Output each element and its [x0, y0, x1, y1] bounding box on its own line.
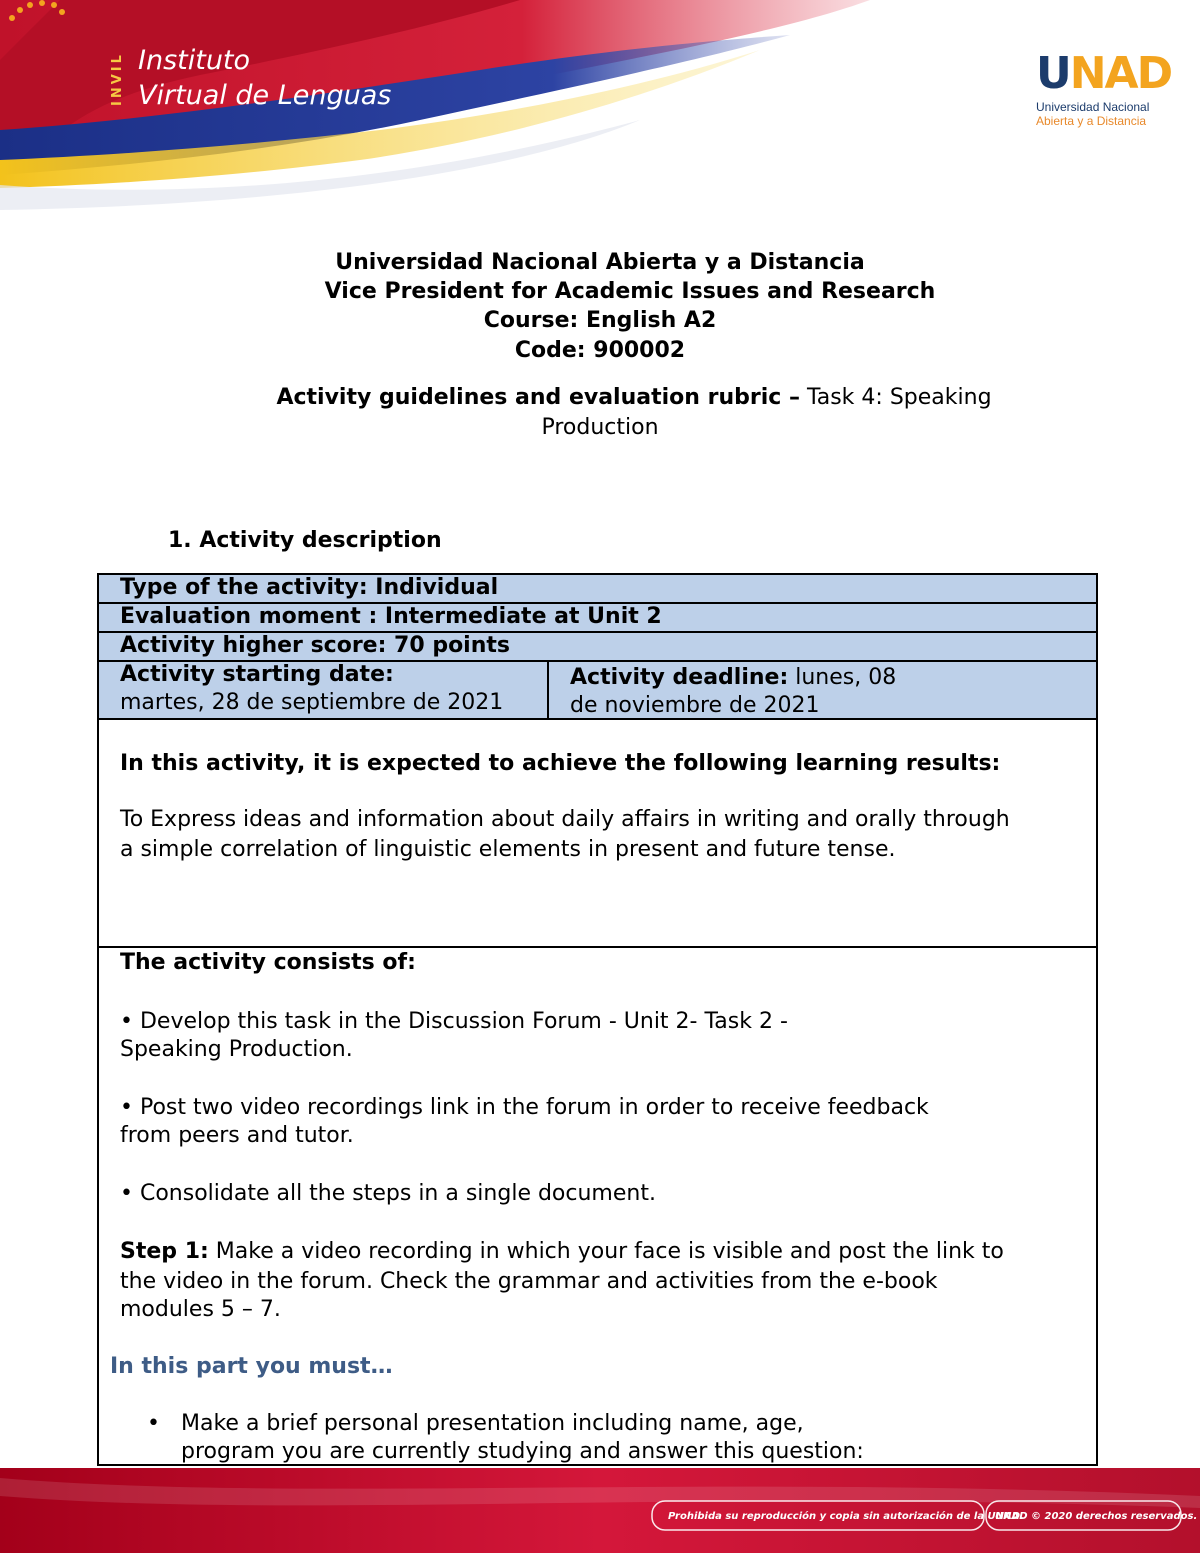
guidelines-title-bold: Activity guidelines and evaluation rubric –	[276, 385, 800, 410]
deadline-value-line1: lunes, 08	[788, 665, 897, 690]
results-line2: a simple correlation of linguistic elements in present and future tense.	[120, 837, 896, 862]
higher-score: Activity higher score: 70 points	[120, 633, 510, 658]
deadline-label: Activity deadline:	[570, 665, 789, 690]
unad-logo-u: U	[1036, 48, 1070, 99]
institute-name-line2: Virtual de Lenguas	[138, 80, 392, 111]
table-row-consists	[99, 948, 1096, 1466]
results-heading: In this activity, it is expected to achieve the following learning results:	[120, 751, 1001, 776]
course-code: Code: 900002	[514, 338, 686, 363]
start-date-value: martes, 28 de septiembre de 2021	[120, 690, 504, 715]
consists-heading: The activity consists of:	[120, 950, 416, 975]
evaluation-moment: Evaluation moment : Intermediate at Unit 2	[120, 604, 662, 629]
start-date-cell	[99, 662, 549, 718]
bullet3: • Consolidate all the steps in a single document.	[120, 1181, 656, 1206]
invil-logo-text: INVIL	[110, 52, 125, 106]
table-row-evaluation	[99, 604, 1096, 633]
footer-notice-left: Prohibida su reproducción y copia sin autorización de la UNAD.	[668, 1511, 1024, 1522]
institute-name-line1: Instituto	[138, 45, 251, 76]
university-title: Universidad Nacional Abierta y a Distancia	[335, 250, 865, 275]
presentation-line1: Make a brief personal presentation including name, age,	[181, 1411, 804, 1436]
step1-line1	[120, 1239, 1004, 1264]
deadline-value-line2: de noviembre de 2021	[570, 693, 820, 718]
bullet2-line2: from peers and tutor.	[120, 1123, 354, 1148]
guidelines-title-rest: Task 4: Speaking	[799, 385, 992, 410]
step1-label: Step 1:	[120, 1239, 209, 1264]
guidelines-title	[34, 385, 1200, 410]
results-line1: To Express ideas and information about daily affairs in writing and orally through	[120, 807, 1010, 832]
unad-logo-nad: NAD	[1069, 48, 1172, 99]
step1-line3: modules 5 – 7.	[120, 1297, 281, 1322]
unad-subtitle-line2: Abierta y a Distancia	[1036, 114, 1147, 128]
bullet1-line1: • Develop this task in the Discussion Forum - Unit 2- Task 2 -	[120, 1009, 788, 1034]
deadline-cell	[549, 662, 1096, 718]
header-banner	[0, 0, 1200, 220]
section-heading: 1. Activity description	[168, 528, 442, 553]
footer-notice-right: UNAD © 2020 derechos reservados.	[995, 1511, 1198, 1522]
unad-logo-wordmark	[1036, 48, 1171, 99]
type-of-activity: Type of the activity: Individual	[120, 575, 499, 600]
bullet2-line1: • Post two video recordings link in the forum in order to receive feedback	[120, 1095, 929, 1120]
step1-text: Make a video recording in which your face is visible and post the link to	[208, 1239, 1004, 1264]
table-row-results	[99, 720, 1096, 948]
presentation-line2: program you are currently studying and answer this question:	[181, 1439, 864, 1464]
activity-table	[97, 573, 1098, 1466]
bullet1-line2: Speaking Production.	[120, 1037, 353, 1062]
deadline-line1	[570, 665, 896, 690]
unad-dots-icon	[0, 0, 140, 100]
table-row-type	[99, 575, 1096, 604]
course-title: Course: English A2	[483, 308, 717, 333]
unad-subtitle-line1: Universidad Nacional	[1036, 100, 1150, 114]
table-row-score	[99, 633, 1096, 662]
presentation-bullet: •	[147, 1411, 160, 1436]
guidelines-title-line2: Production	[541, 415, 659, 440]
step1-line2: the video in the forum. Check the grammar and activities from the e-book	[120, 1269, 938, 1294]
table-row-dates	[99, 662, 1096, 720]
start-date-label: Activity starting date:	[120, 662, 394, 687]
part-heading: In this part you must…	[110, 1354, 393, 1379]
vice-president-title: Vice President for Academic Issues and Research	[324, 279, 936, 304]
